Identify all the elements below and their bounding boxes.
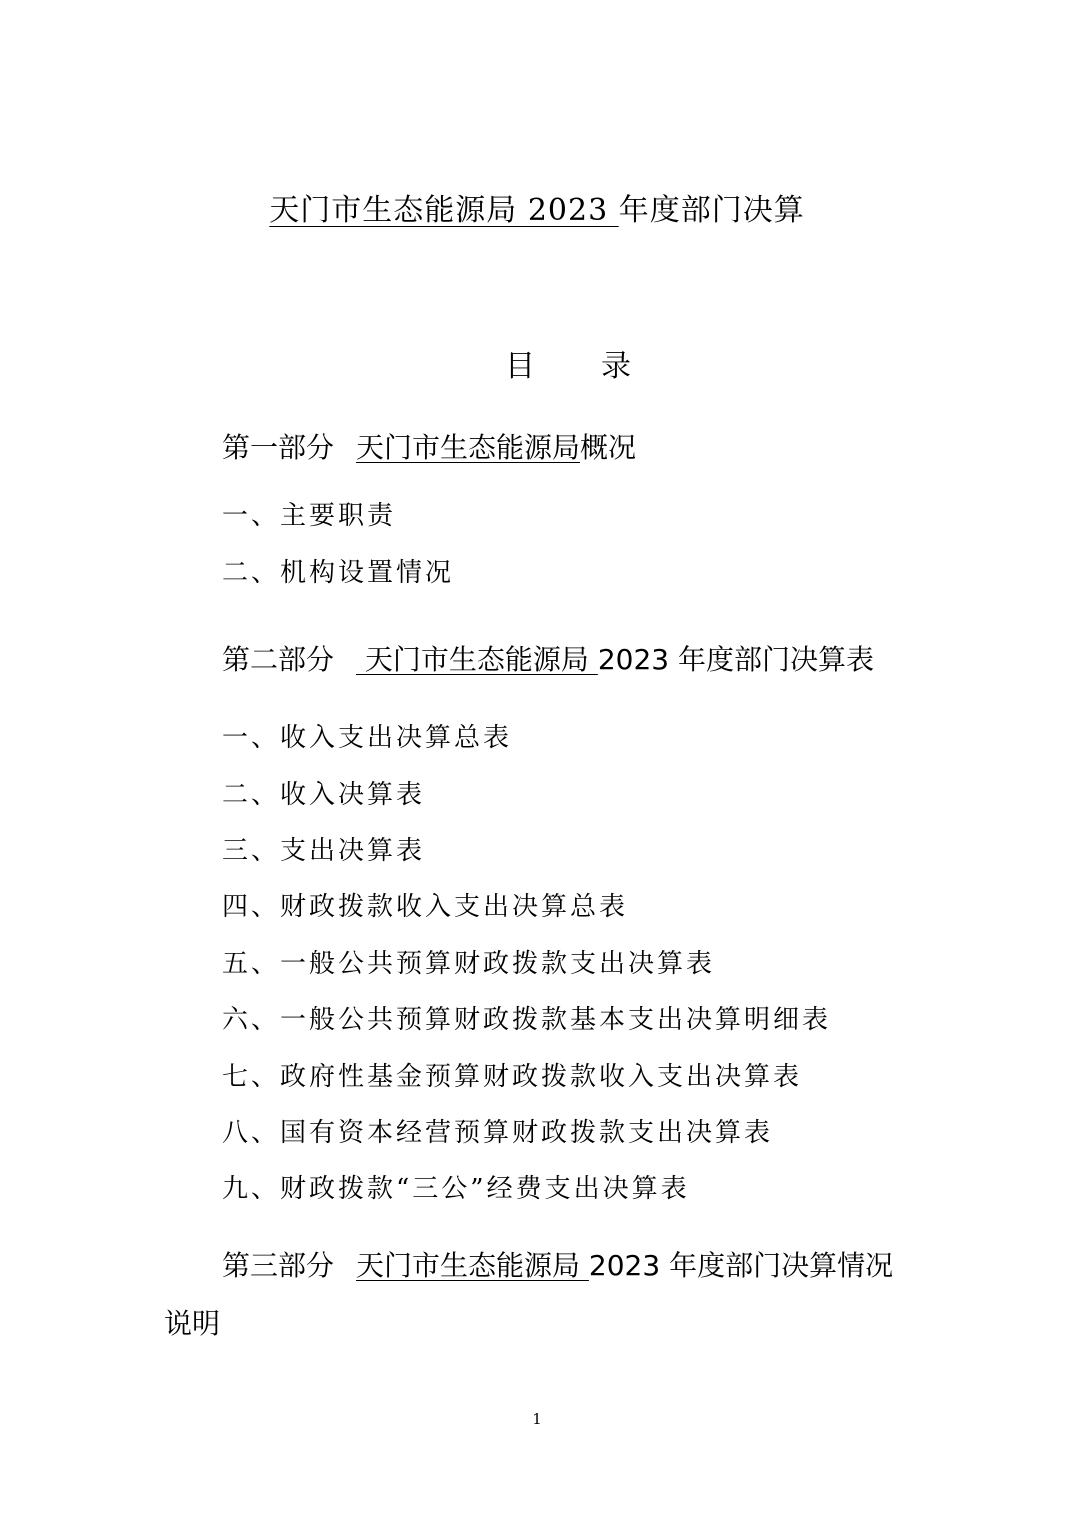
toc-item: 二、机构设置情况 xyxy=(222,558,455,588)
toc-item: 六、一般公共预算财政拨款基本支出决算明细表 xyxy=(222,1005,832,1035)
part2-prefix: 第二部分 xyxy=(222,643,335,676)
part1-heading xyxy=(222,431,637,464)
part3-heading xyxy=(222,1249,894,1282)
part1-underlined: 天门市生态能源局 xyxy=(356,431,581,464)
part1-prefix: 第一部分 xyxy=(222,431,335,464)
toc-heading-left: 目 xyxy=(505,349,535,384)
title-rest: 年度部门决算 xyxy=(618,193,805,228)
part3-heading-continuation: 说明 xyxy=(164,1307,221,1340)
part1-suffix: 概况 xyxy=(580,431,637,464)
part2-suffix: 2023 年度部门决算表 xyxy=(597,643,874,676)
toc-item: 七、政府性基金预算财政拨款收入支出决算表 xyxy=(222,1062,803,1092)
part2-heading xyxy=(222,643,874,676)
toc-item: 四、财政拨款收入支出决算总表 xyxy=(222,892,629,922)
toc-heading xyxy=(505,349,631,384)
toc-item: 八、国有资本经营预算财政拨款支出决算表 xyxy=(222,1118,774,1148)
document-title xyxy=(0,193,1074,228)
toc-item: 一、收入支出决算总表 xyxy=(222,723,513,753)
title-underlined: 天门市生态能源局 2023 xyxy=(269,193,619,228)
part3-underlined: 天门市生态能源局 xyxy=(356,1249,589,1282)
part3-suffix: 2023 年度部门决算情况 xyxy=(588,1249,894,1282)
toc-item: 五、一般公共预算财政拨款支出决算表 xyxy=(222,949,716,979)
toc-item: 二、收入决算表 xyxy=(222,780,426,810)
toc-item: 九、财政拨款“三公”经费支出决算表 xyxy=(222,1174,690,1204)
part2-underlined: 天门市生态能源局 xyxy=(356,643,598,676)
page-number: 1 xyxy=(532,1410,542,1428)
part3-prefix: 第三部分 xyxy=(222,1249,335,1282)
toc-item: 三、支出决算表 xyxy=(222,836,426,866)
toc-item: 一、主要职责 xyxy=(222,501,397,531)
toc-heading-right: 录 xyxy=(601,349,631,384)
